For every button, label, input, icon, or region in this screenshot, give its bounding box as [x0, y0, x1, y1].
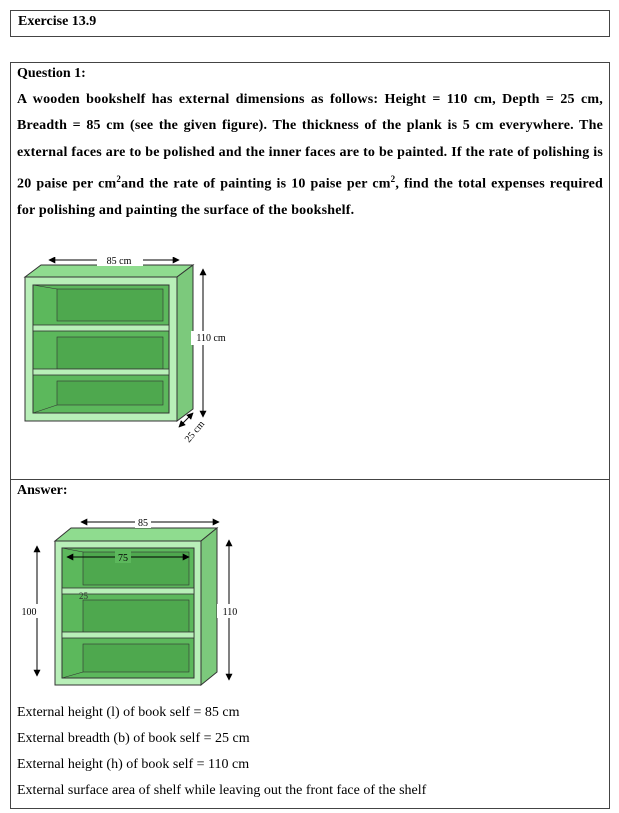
shelf-board-2	[33, 369, 169, 375]
inner-width-label: 75	[118, 553, 128, 564]
answer-heading: Answer:	[17, 483, 68, 498]
height-label: 110 cm	[196, 333, 226, 344]
answer-bookshelf-figure	[19, 514, 249, 689]
answer-line-4: External surface area of shelf while leaving out the front face of the shelf	[17, 783, 427, 798]
breadth-label: 85 cm	[106, 257, 132, 267]
answer-shelf-board-2	[62, 632, 194, 638]
answer-line-1: External height (l) of book self = 85 cm	[17, 705, 240, 720]
question-text	[17, 87, 603, 224]
depth-label: 25 cm	[182, 418, 208, 445]
shelf-gap-label: 25	[79, 591, 88, 601]
question-box	[10, 62, 610, 480]
outer-height-label: 110	[222, 607, 238, 618]
question-text-part3: , find the total expenses required for polishing and painting the surface of the bookshelf.	[17, 176, 603, 218]
question-superscript-2: 2	[390, 173, 396, 184]
outer-width-label: 85	[138, 518, 148, 529]
shelf-side-face	[177, 265, 193, 421]
inner-height-label: 100	[21, 607, 37, 618]
question-heading: Question 1:	[17, 66, 86, 81]
question-bookshelf-figure	[21, 257, 231, 447]
answer-box	[10, 479, 610, 809]
question-text-part1: A wooden bookshelf has external dimensions as follows: Height = 110 cm, Depth = 25 cm, Breadth = 85 cm (see the given figure). The thickness of the plank is 5 cm everywhere. The external faces are to be polished and the inner faces are to be painted. If the rate of polishing is 20 paise per cm	[17, 92, 603, 192]
question-text-part2: and the rate of painting is 10 paise per cm	[121, 176, 391, 192]
exercise-title: Exercise 13.9	[18, 14, 97, 29]
answer-line-3: External height (h) of book self = 110 cm	[17, 757, 250, 772]
exercise-title-box	[10, 10, 610, 37]
answer-line-2: External breadth (b) of book self = 25 cm	[17, 731, 250, 746]
shelf-board-1	[33, 325, 169, 331]
question-superscript-1: 2	[116, 173, 122, 184]
